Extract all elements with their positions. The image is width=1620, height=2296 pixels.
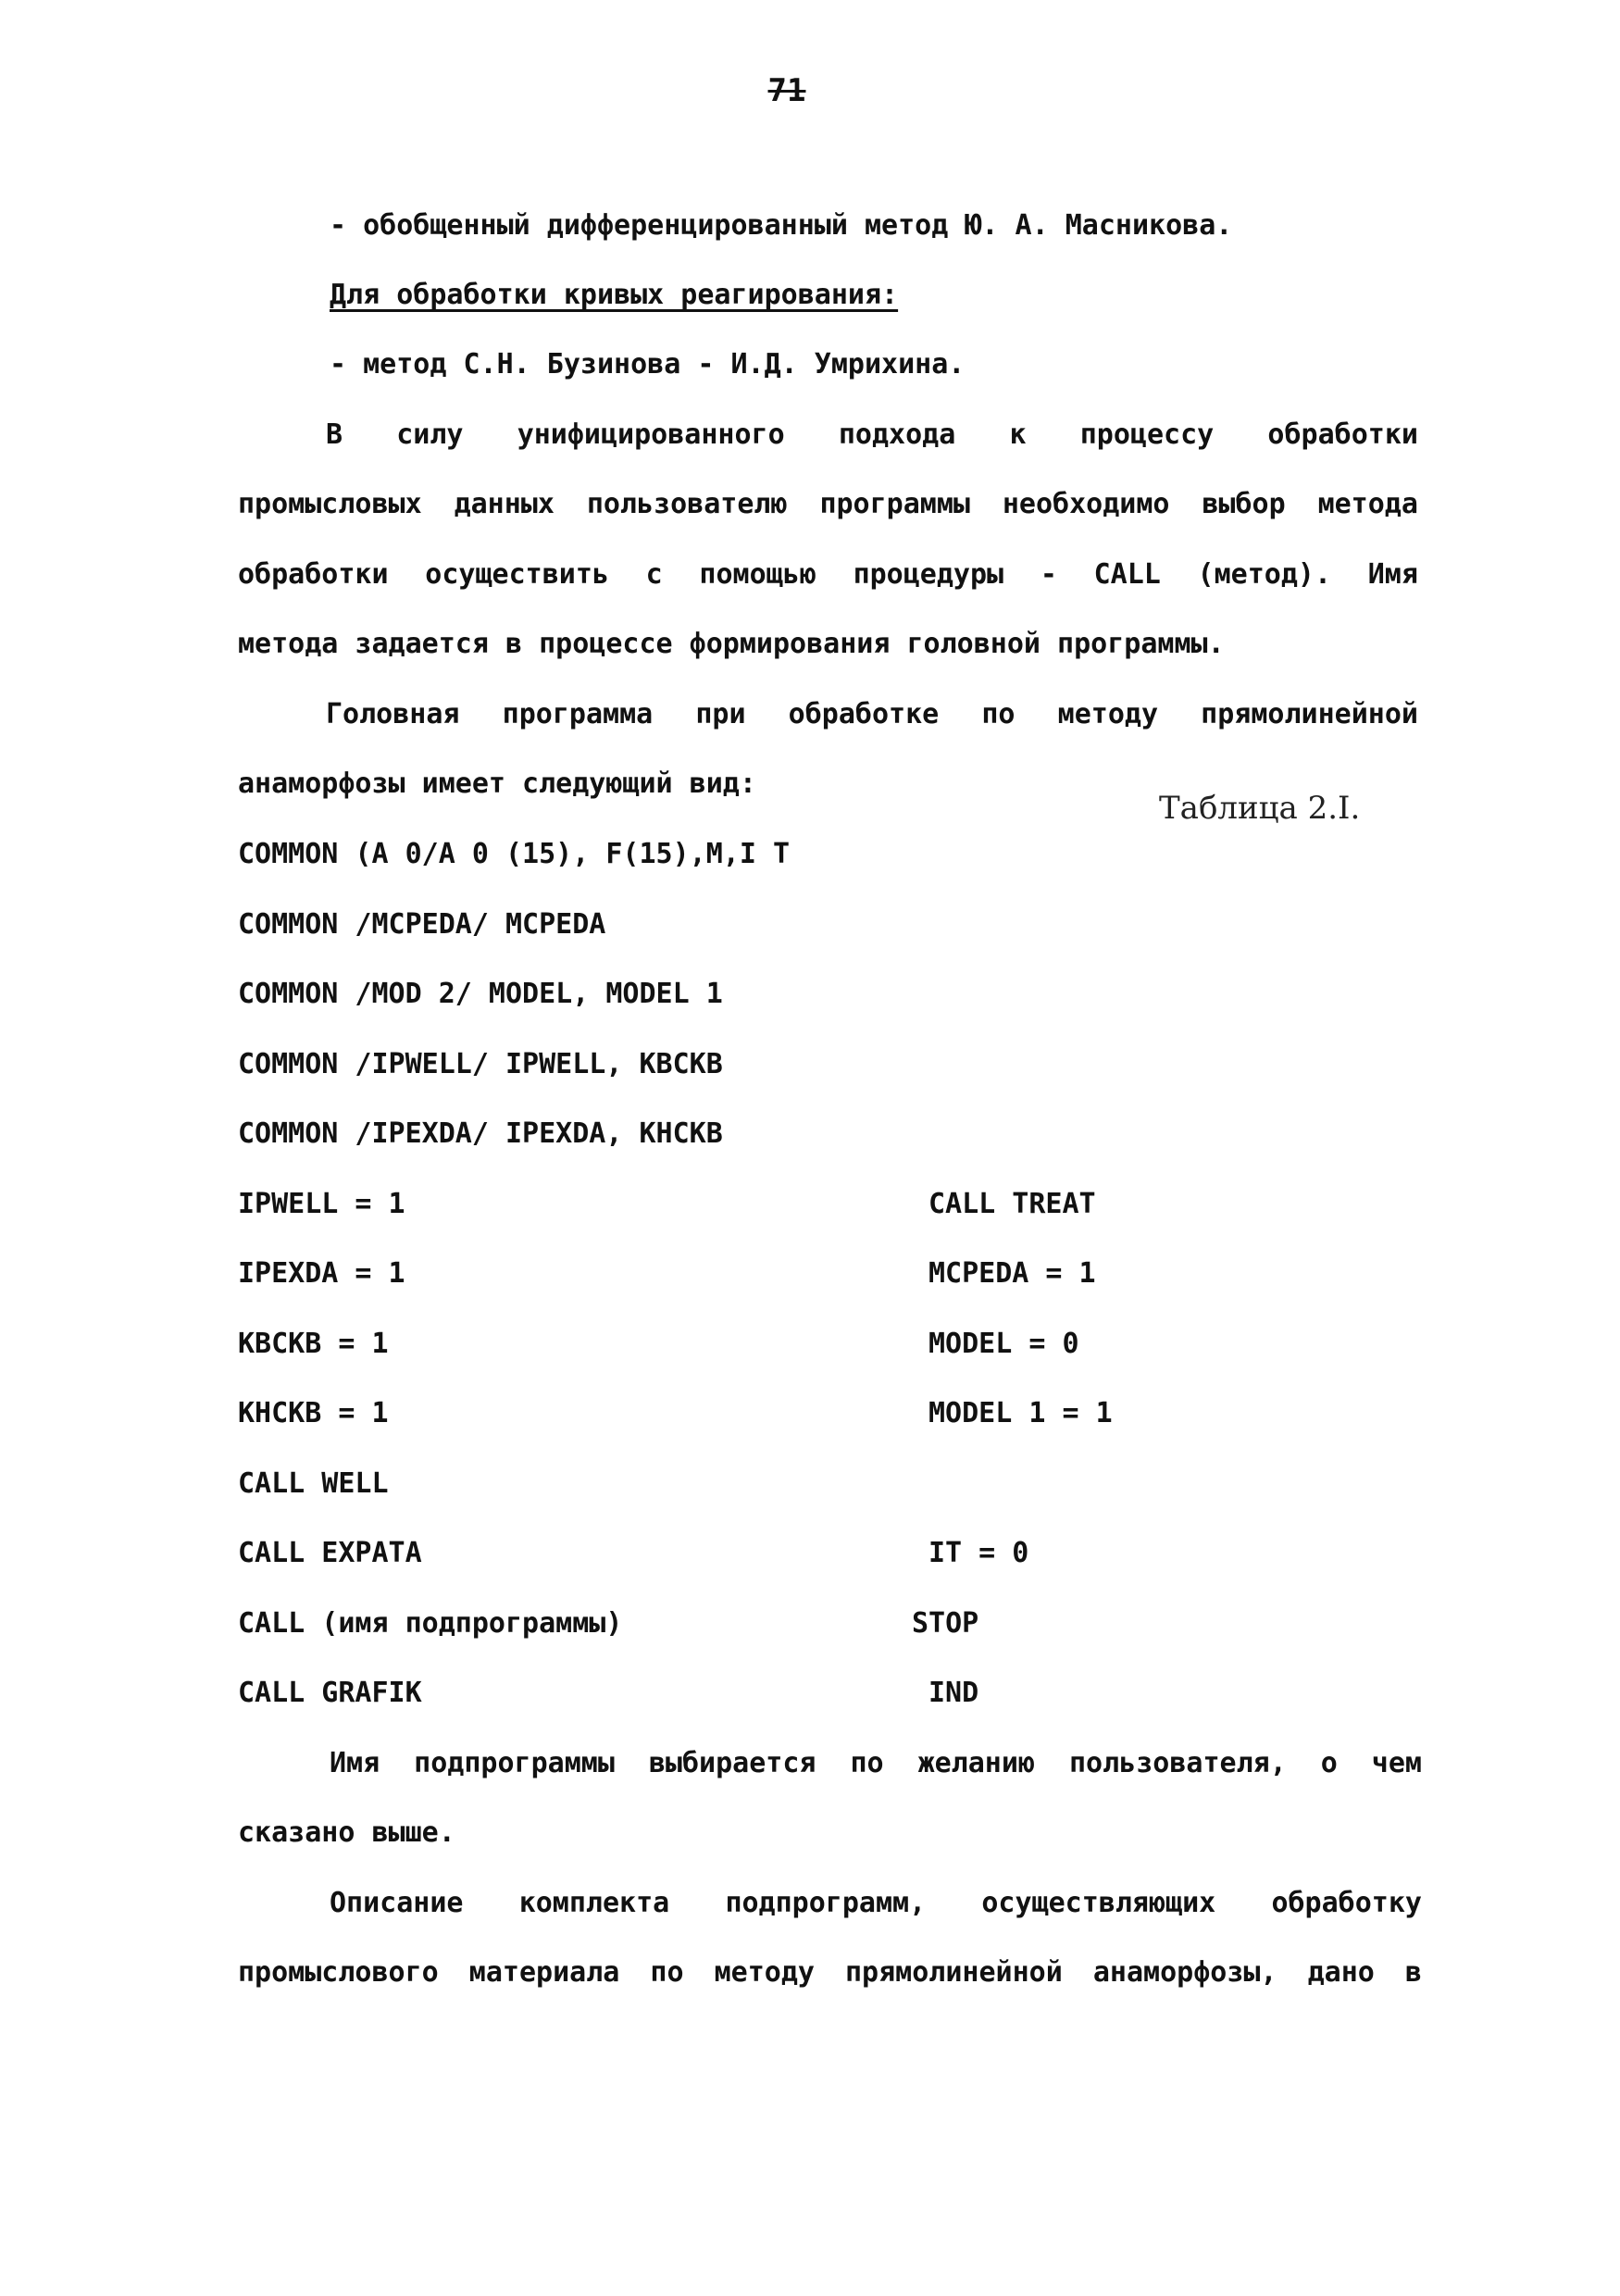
- word: осуществить: [425, 558, 609, 591]
- code-line: KBCKB = 1: [238, 1328, 389, 1360]
- code-line-right: CALL TREAT: [928, 1188, 1096, 1220]
- word: Имя: [1367, 558, 1418, 591]
- word: по: [850, 1747, 884, 1779]
- word: выбор: [1202, 488, 1286, 520]
- method-line-masnikov: - обобщенный дифференцированный метод Ю. А. Масникова.: [330, 209, 1233, 242]
- word: Головная: [326, 698, 460, 730]
- word: процедуры: [853, 558, 1004, 591]
- word: с: [645, 558, 663, 591]
- word: комплекта: [518, 1887, 670, 1919]
- word: методу: [714, 1956, 815, 1989]
- word: унифицированного: [517, 418, 785, 451]
- code-line: COMMON /MCPEDA/ MCPEDA: [238, 908, 606, 941]
- paragraph-unified-line1: [326, 418, 1418, 452]
- word: осуществляющих: [981, 1887, 1216, 1919]
- word: пользователю: [586, 488, 788, 520]
- word: в: [1404, 1956, 1422, 1989]
- word: обработку: [1271, 1887, 1422, 1919]
- word: данных: [454, 488, 555, 520]
- word: подпрограммы: [414, 1747, 615, 1779]
- word: прямолинейной: [1201, 698, 1418, 730]
- word: методу: [1057, 698, 1159, 730]
- table-caption: Таблица 2.I.: [1159, 790, 1361, 827]
- word: Имя: [330, 1747, 380, 1779]
- word: выбирается: [648, 1747, 816, 1779]
- page-number: 71: [767, 72, 806, 109]
- word: при: [695, 698, 746, 730]
- word: промыслового: [238, 1956, 439, 1989]
- code-line: IPWELL = 1: [238, 1188, 405, 1220]
- word: подхода: [838, 418, 956, 451]
- word: к: [1009, 418, 1027, 451]
- word: материала: [468, 1956, 620, 1989]
- word: помощью: [699, 558, 816, 591]
- method-line-buzinov: - метод С.Н. Бузинова - И.Д. Умрихина.: [330, 348, 966, 381]
- paragraph-subprogram-choice-line2: сказано выше.: [238, 1816, 455, 1849]
- paragraph-unified-line4: метода задается в процессе формирования головной программы.: [238, 628, 1225, 660]
- word: по: [981, 698, 1016, 730]
- paragraph-unified-line3: [238, 558, 1418, 592]
- code-line-right: MODEL 1 = 1: [928, 1397, 1113, 1429]
- word: -: [1040, 558, 1057, 591]
- word: обработки: [238, 558, 389, 591]
- word: CALL: [1093, 558, 1161, 591]
- code-line: COMMON /IPWELL/ IPWELL, KBCKB: [238, 1048, 723, 1080]
- word: программы: [819, 488, 970, 520]
- word: обработке: [788, 698, 940, 730]
- code-line: COMMON /IPEXDA/ IPEXDA, KHCKB: [238, 1117, 723, 1150]
- code-line: COMMON /MOD 2/ MODEL, MODEL 1: [238, 978, 723, 1010]
- code-line: CALL WELL: [238, 1467, 389, 1500]
- word: анаморфозы,: [1092, 1956, 1277, 1989]
- word: силу: [396, 418, 464, 451]
- code-line: CALL EXPATA: [238, 1537, 422, 1569]
- code-line-right: MCPEDA = 1: [928, 1257, 1096, 1290]
- word: метода: [1317, 488, 1418, 520]
- code-line: CALL GRAFIK: [238, 1677, 422, 1709]
- word: прямолинейной: [845, 1956, 1063, 1989]
- word: пользователя,: [1068, 1747, 1287, 1779]
- paragraph-unified-line2: [238, 488, 1418, 521]
- code-line-right: IND: [928, 1677, 979, 1709]
- code-line: IPEXDA = 1: [238, 1257, 405, 1290]
- code-line-right: MODEL = 0: [928, 1328, 1079, 1360]
- paragraph-description-line2: [238, 1956, 1422, 1990]
- paragraph-subprogram-choice-line1: [330, 1747, 1422, 1780]
- word: программа: [502, 698, 654, 730]
- word: желанию: [917, 1747, 1035, 1779]
- word: В: [326, 418, 343, 451]
- code-line-right: STOP: [912, 1607, 979, 1640]
- paragraph-description-line1: [330, 1887, 1422, 1920]
- code-line: CALL (имя подпрограммы): [238, 1607, 623, 1640]
- word: Описание: [330, 1887, 464, 1919]
- word: обработки: [1267, 418, 1418, 451]
- word: дано: [1307, 1956, 1375, 1989]
- section-heading-response-curves: Для обработки кривых реагирования:: [330, 279, 899, 311]
- word: процессу: [1079, 418, 1215, 451]
- code-line-right: IT = 0: [928, 1537, 1029, 1569]
- word: чем: [1371, 1747, 1422, 1779]
- word: по: [650, 1956, 684, 1989]
- paragraph-main-program-line1: [326, 698, 1418, 731]
- code-line: COMMON (A 0/A 0 (15), F(15),M,I T: [238, 838, 791, 870]
- code-line: KHCKB = 1: [238, 1397, 389, 1429]
- word: промысловых: [238, 488, 422, 520]
- word: необходимо: [1002, 488, 1170, 520]
- word: (метод).: [1197, 558, 1332, 591]
- word: подпрограмм,: [725, 1887, 927, 1919]
- word: о: [1320, 1747, 1338, 1779]
- paragraph-main-program-line2: анаморфозы имеет следующий вид:: [238, 767, 756, 800]
